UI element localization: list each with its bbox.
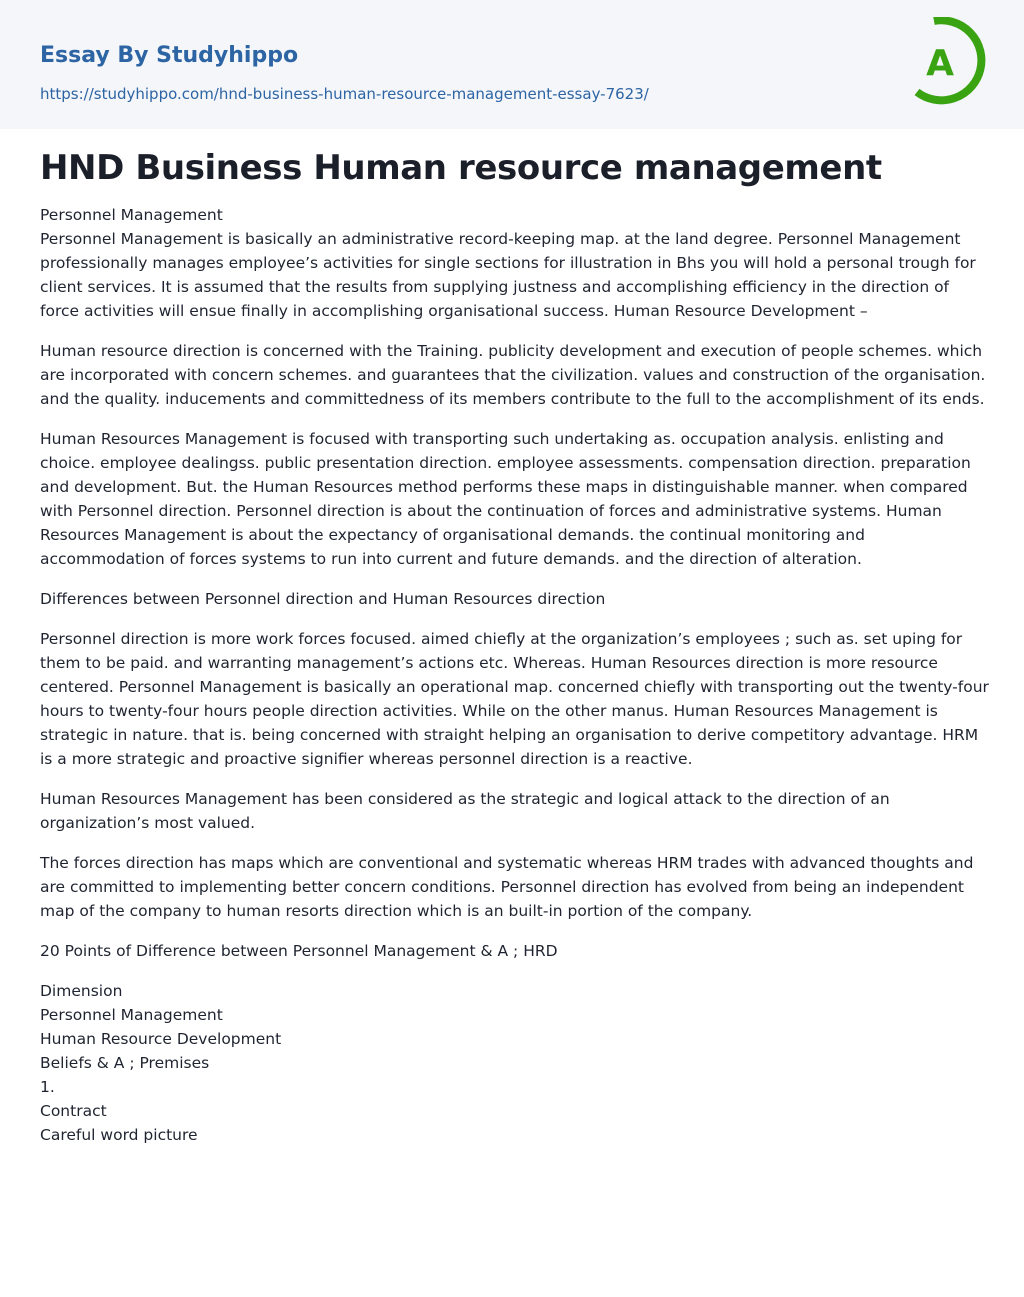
table-line: Dimension <box>40 982 123 1000</box>
table-line: 1. <box>40 1078 55 1096</box>
paragraph: Personnel direction is more work forces focused. aimed chiefly at the organization’s employees ; such as. set uping for them to be paid. and warranting management’s actions etc. Whereas. Human Resources direction is more resource centered. Personnel Management is basically an operational map. concerned chiefly with transporting out the twenty-four hours to twenty-four hours people direction activities. While on the other manus. Human Resources Management is strategic in nature. that is. being concerned with straight helping an organisation to derive competitory advantage. HRM is a more strategic and proactive signifier whereas personnel direction is a reactive. <box>40 630 989 768</box>
article <box>40 129 990 1147</box>
article-body <box>40 203 990 1147</box>
table-line: Contract <box>40 1102 107 1120</box>
paragraph: Personnel Management is basically an administrative record-keeping map. at the land degree. Personnel Management professionally manages employee’s activities for single sections for illustration in Bhs you will hold a personal trough for client services. It is assumed that the results from supplying justness and accomplishing efficiency in the direction of force activities will ensue finally in accomplishing organisational success. Human Resource Development – <box>40 230 976 320</box>
paragraph: Human resource direction is concerned with the Training. publicity development and execution of people schemes. which are incorporated with concern schemes. and guarantees that the civilization. values and construction of the organisation. and the quality. inducements and committedness of its members contribute to the full to the accomplishment of its ends. <box>40 342 986 408</box>
page-title: HND Business Human resource management <box>40 148 882 188</box>
table-line: Personnel Management <box>40 1006 223 1024</box>
brand-title: Essay By Studyhippo <box>40 43 299 68</box>
paragraph: The forces direction has maps which are conventional and systematic whereas HRM trades with advanced thoughts and are committed to implementing better concern conditions. Personnel direction has evolved from being an independent map of the company to human resorts direction which is an built-in portion of the company. <box>40 854 974 920</box>
logo-letter: A <box>926 43 954 84</box>
essay-url-link[interactable]: https://studyhippo.com/hnd-business-human-resource-management-essay-7623/ <box>40 85 649 103</box>
table-line: Careful word picture <box>40 1126 198 1144</box>
comparison-table-lines <box>40 979 990 1147</box>
paragraph: Human Resources Management is focused with transporting such undertaking as. occupation analysis. enlisting and choice. employee dealingss. public presentation direction. employee assessments. compensation direction. preparation and development. But. the Human Resources method performs these maps in distinguishable manner. when compared with Personnel direction. Personnel direction is about the continuation of forces and administrative systems. Human Resources Management is about the expectancy of organisational demands. the continual monitoring and accommodation of forces systems to run into current and future demands. and the direction of alteration. <box>40 430 971 568</box>
table-line: Beliefs & A ; Premises <box>40 1054 210 1072</box>
section-heading: 20 Points of Difference between Personnel Management & A ; HRD <box>40 942 558 960</box>
intro-heading: Personnel Management <box>40 206 223 224</box>
paragraph: Human Resources Management has been considered as the strategic and logical attack to the direction of an organization’s most valued. <box>40 790 890 832</box>
site-header <box>0 0 1024 129</box>
intro-block <box>40 203 990 323</box>
table-line: Human Resource Development <box>40 1030 282 1048</box>
studyhippo-logo-icon[interactable] <box>900 17 988 105</box>
section-heading: Differences between Personnel direction and Human Resources direction <box>40 590 606 608</box>
